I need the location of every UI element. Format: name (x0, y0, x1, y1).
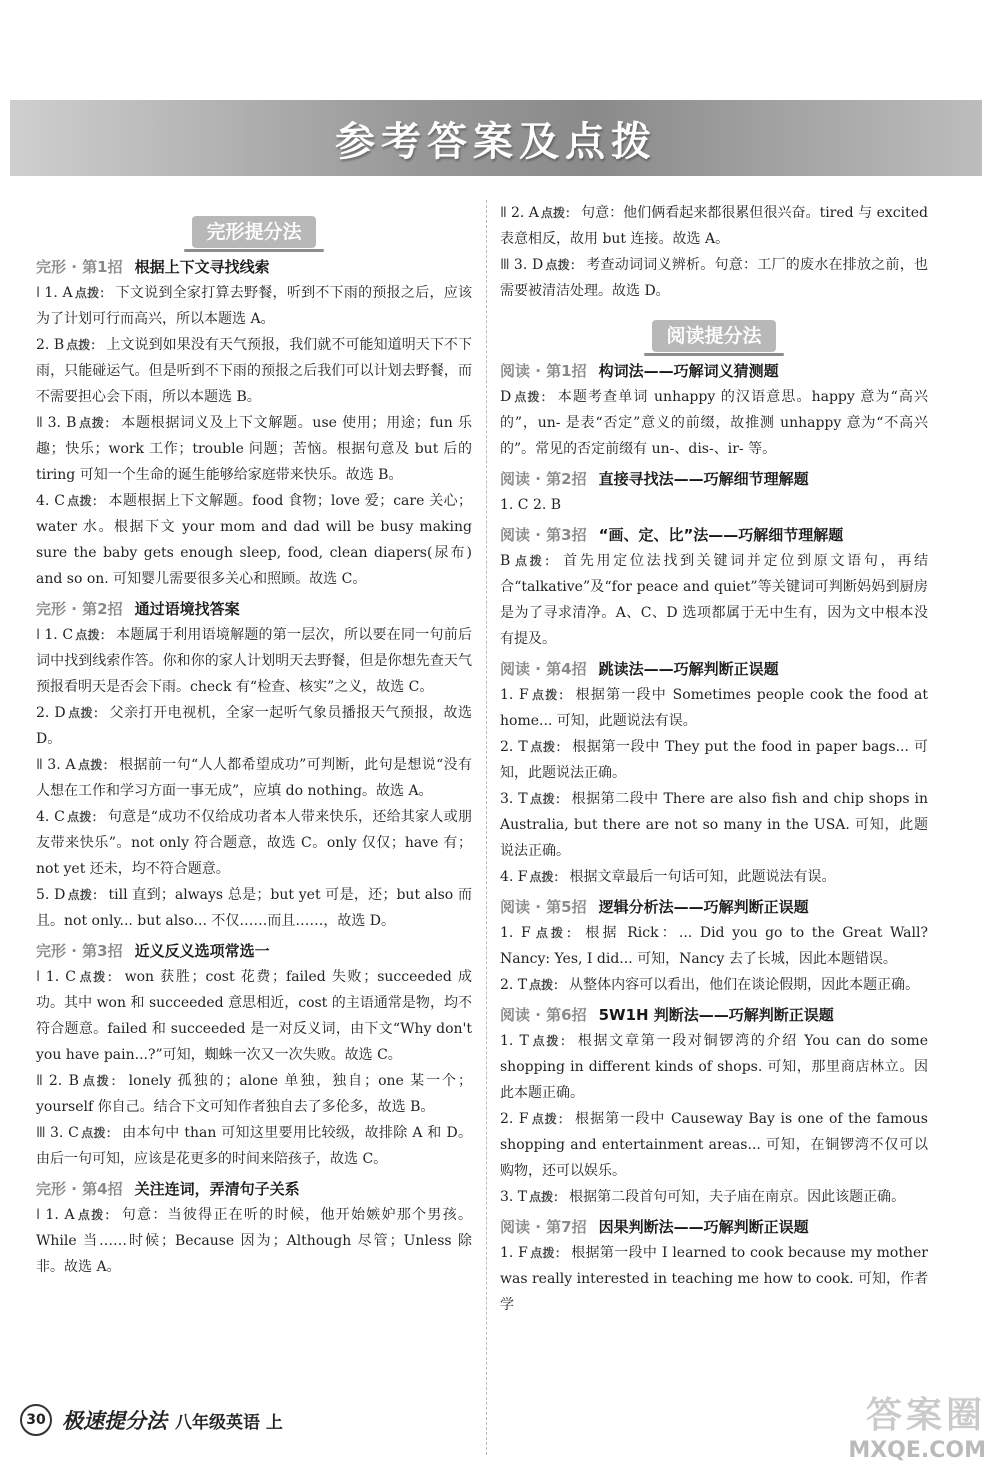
answer-key: 1. C (45, 969, 76, 985)
hint-label: 点拨： (77, 970, 121, 984)
tip-title: 根据上下文寻找线索 (134, 258, 270, 276)
answer-item (36, 410, 472, 488)
explanation-text: 根据第一段中 I learned to cook because my mother was really interested in teaching me how to cook. 可知，作者学 (500, 1245, 928, 1313)
tip-heading (500, 1002, 928, 1028)
hint-label: 点拨： (67, 888, 105, 902)
answer-item (500, 384, 928, 462)
answer-key: 1. F (500, 687, 529, 703)
answer-item (500, 492, 928, 518)
hint-label: 点拨： (540, 206, 578, 220)
difficulty-marker: Ⅱ (500, 205, 507, 221)
book-subtitle: 八年级英语 上 (175, 1412, 283, 1433)
explanation-text: 本题属于利用语境解题的第一层次，所以要在同一句前后词中找到线索作答。你和你的家人计划明天去野餐，但是你想先查天气预报看明天是否会下雨。check 有“检查、核实”之义，故选 C。 (36, 627, 472, 695)
tip-label: 阅读 · 第2招 (500, 470, 587, 488)
explanation-text: 根据第一段中 Causeway Bay is one of the famous shopping and entertainment areas... 可知，在铜锣湾不仅可以购物，还可以娱乐。 (500, 1111, 928, 1179)
explanation-text: 根据第二段中 There are also fish and chip shops in Australia, but there are not so many in the USA. 可知，此题说法正确。 (500, 791, 928, 859)
hint-label: 点拨： (529, 870, 566, 884)
answer-item (36, 488, 472, 592)
answer-key: 1. A (45, 1207, 75, 1223)
explanation-text: lonely 孤独的；alone 单独，独自；one 某一个；yourself 你自己。结合下文可知作者独自去了多伦多，故选 B。 (36, 1073, 472, 1115)
hint-label: 点拨： (75, 628, 113, 642)
tip-title: 5W1H 判断法——巧解判断正误题 (598, 1006, 834, 1024)
explanation-text: 根据第一段中 Sometimes people cook the food at home... 可知，此题说法有误。 (500, 687, 928, 729)
answer-item (36, 752, 472, 804)
page-title: 参考答案及点拨 (335, 118, 657, 165)
tip-heading (500, 894, 928, 920)
hint-label: 点拨： (529, 740, 569, 754)
answer-key: 3. T (500, 791, 528, 807)
tip-label: 完形 · 第1招 (36, 258, 123, 276)
tip-heading (36, 596, 472, 622)
answer-item (500, 1028, 928, 1106)
difficulty-marker: Ⅰ (36, 627, 41, 643)
explanation-text: 句意：当彼得正在听的时候，他开始嫉妒那个男孩。While 当……时候；Because 因为；Although 尽管；Unless 除非。故选 A。 (36, 1207, 472, 1275)
answer-key: B (500, 553, 511, 569)
hint-label: 点拨： (513, 390, 554, 404)
explanation-text: 根据 Rick：... Did you go to the Great Wall? Nancy: Yes, I did... 可知，Nancy 去了长城，因此本题错误。 (500, 925, 928, 967)
explanation-text: won 获胜；cost 花费；failed 失败；succeeded 成功。其中 won 和 succeeded 意思相近，cost 的主语通常是物，均不符合题意。failed 和 succeeded 是一对反义词，由下文“Why don't you have pain...?”可知，蜘蛛一次又一次失败。故选 C。 (36, 969, 472, 1063)
hint-label: 点拨： (529, 792, 568, 806)
answer-key: 2. B (48, 1073, 79, 1089)
answer-key: D (500, 389, 512, 405)
explanation-text: 考查动词词义辨析。句意：工厂的废水在排放之前，也需要被清洁处理。故选 D。 (500, 257, 928, 299)
book-brand: 极速提分法 (62, 1409, 167, 1433)
answer-item (36, 332, 472, 410)
tip-title: 逻辑分析法——巧解判断正误题 (598, 898, 809, 916)
hint-label: 点拨： (529, 1246, 568, 1260)
tip-heading (500, 656, 928, 682)
hint-label: 点拨： (74, 286, 112, 300)
answer-key: 2. T (500, 739, 528, 755)
answer-item (36, 280, 472, 332)
tip-title: 跳读法——巧解判断正误题 (598, 660, 779, 678)
answer-key: 2. F (500, 1111, 529, 1127)
answer-key: 4. C (36, 493, 65, 509)
explanation-text: 由本句中 than 可知这里要用比较级，故排除 A 和 D。由后一句可知，应该是花更多的时间来陪孩子，故选 C。 (36, 1125, 473, 1167)
tip-label: 阅读 · 第3招 (500, 526, 587, 544)
answer-item (36, 1068, 472, 1120)
watermark (848, 1387, 986, 1463)
section-badge: 完形提分法 (192, 216, 315, 248)
difficulty-marker: Ⅲ (500, 257, 510, 273)
tip-label: 完形 · 第3招 (36, 942, 123, 960)
difficulty-marker: Ⅰ (36, 285, 41, 301)
title-banner (10, 100, 982, 176)
hint-label: 点拨： (529, 1190, 566, 1204)
answer-key: 1. A (44, 285, 73, 301)
hint-label: 点拨： (529, 978, 566, 992)
explanation-text: 从整体内容可以看出，他们在谈论假期，因此本题正确。 (569, 977, 920, 993)
hint-label: 点拨： (77, 758, 116, 772)
answer-key: 3. D (513, 257, 544, 273)
right-column (500, 200, 928, 1318)
answer-item (500, 1106, 928, 1184)
answer-item (36, 1202, 472, 1280)
watermark-brand: 答案圈 (865, 1395, 986, 1436)
answer-key: 1. T (500, 1033, 529, 1049)
explanation-text: 本题根据上下文解题。food 食物；love 爱；care 关心；water 水。根据下文 your mom and dad will be busy making sure the baby gets enough sleep, food, clean diapers(尿布) and so on. 可知婴儿需要很多关心和照顾。故选 C。 (36, 493, 472, 587)
explanation-text: 父亲打开电视机，全家一起听气象员播报天气预报，故选 D。 (36, 705, 472, 747)
hint-label: 点拨： (80, 1126, 119, 1140)
tip-label: 阅读 · 第6招 (500, 1006, 587, 1024)
answer-item (36, 804, 472, 882)
answer-key: 2. A (510, 205, 539, 221)
column-divider (486, 200, 487, 1455)
section-badge: 阅读提分法 (652, 320, 775, 352)
answer-item (36, 1120, 472, 1172)
tip-label: 完形 · 第2招 (36, 600, 123, 618)
tip-heading (500, 522, 928, 548)
answer-key: 3. T (500, 1189, 528, 1205)
explanation-text: 本题根据词义及上下文解题。use 使用；用途；fun 乐趣；快乐；work 工作；trouble 问题；苦恼。根据句意及 but 后的 tiring 可知一个生命的诞生能够给家庭带来快乐。故选 B。 (36, 415, 472, 483)
watermark-site: MXQE.COM (848, 1438, 986, 1463)
hint-label: 点拨： (530, 1112, 571, 1126)
answer-key: 1. F (500, 1245, 528, 1261)
tip-heading (36, 938, 472, 964)
tip-heading (36, 254, 472, 280)
page-footer (20, 1405, 283, 1435)
tip-heading (36, 1176, 472, 1202)
tip-title: 通过语境找答案 (134, 600, 240, 618)
explanation-text: 本题考查单词 unhappy 的汉语意思。happy 意为“高兴的”，un- 是表“否定”意义的前缀，故推测 unhappy 意为“不高兴的”。常见的否定前缀有 un-、dis-、ir- 等。 (500, 389, 928, 457)
hint-label: 点拨： (66, 810, 104, 824)
tip-title: 因果判断法——巧解判断正误题 (598, 1218, 809, 1236)
tip-label: 阅读 · 第5招 (500, 898, 587, 916)
answer-item (500, 864, 928, 890)
answer-item (36, 700, 472, 752)
tip-title: “画、定、比”法——巧解细节理解题 (598, 526, 844, 544)
explanation-text: 根据文章最后一句话可知，此题说法有误。 (569, 869, 836, 885)
hint-label: 点拨： (530, 688, 572, 702)
tip-title: 关注连词，弄清句子关系 (134, 1180, 300, 1198)
tip-heading (500, 358, 928, 384)
answer-key: 1. F (500, 925, 531, 941)
answer-item (500, 734, 928, 786)
hint-label: 点拨： (78, 416, 118, 430)
explanation-text: 根据第一段中 They put the food in paper bags... 可知，此题说法正确。 (500, 739, 928, 781)
difficulty-marker: Ⅲ (36, 1125, 46, 1141)
answer-key: 3. A (47, 757, 76, 773)
tip-title: 构词法——巧解词义猜测题 (598, 362, 779, 380)
answer-item (500, 548, 928, 652)
hint-label: 点拨： (545, 258, 583, 272)
answer-item (36, 622, 472, 700)
hint-label: 点拨： (512, 554, 560, 568)
explanation-text: 根据文章第一段对铜锣湾的介绍 You can do some shopping in different kinds of shops. 可知，那里商店林立。因此本题正确。 (500, 1033, 928, 1101)
answer-item (500, 972, 928, 998)
answer-item (500, 200, 928, 252)
explanation-text: 首先用定位法找到关键词并定位到原文语句，再结合“talkative”及“for peace and quiet”等关键词可判断妈妈到厨房是为了寻求清净。A、C、D 选项都属于无中生有，因为文中根本没有提及。 (500, 553, 928, 647)
answer-item (500, 1184, 928, 1210)
hint-label: 点拨： (66, 494, 105, 508)
left-column (36, 200, 472, 1280)
explanation-text: 下文说到全家打算去野餐，听到不下雨的预报之后，应该为了计划可行而高兴，所以本题选 A。 (36, 285, 472, 327)
page-number: 30 (20, 1404, 52, 1436)
explanation-text: 句意：他们俩看起来都很累但很兴奋。tired 与 excited 表意相反，故用 but 连接。故选 A。 (500, 205, 928, 247)
difficulty-marker: Ⅰ (36, 1207, 42, 1223)
tip-heading (500, 1214, 928, 1240)
answer-key: 4. F (500, 869, 528, 885)
answer-item (500, 1240, 928, 1318)
hint-label: 点拨： (67, 706, 106, 720)
answer-item (36, 882, 472, 934)
answer-key: 4. C (36, 809, 65, 825)
answer-key: 2. D (36, 705, 66, 721)
tip-label: 阅读 · 第1招 (500, 362, 587, 380)
difficulty-marker: Ⅱ (36, 415, 44, 431)
answer-key: 2. B (36, 337, 65, 353)
difficulty-marker: Ⅱ (36, 757, 44, 773)
answer-item (500, 920, 928, 972)
answer-key: 3. C (50, 1125, 79, 1141)
answer-item (500, 682, 928, 734)
hint-label: 点拨： (76, 1208, 118, 1222)
tip-heading (500, 466, 928, 492)
tip-title: 直接寻找法——巧解细节理解题 (598, 470, 809, 488)
difficulty-marker: Ⅰ (36, 969, 42, 985)
answer-key: 5. D (36, 887, 66, 903)
tip-title: 近义反义选项常选一 (134, 942, 270, 960)
explanation-text: 根据前一句“人人都希望成功”可判断，此句是想说“没有人想在工作和学习方面一事无成”，应填 do nothing。故选 A。 (36, 757, 472, 799)
tip-label: 阅读 · 第4招 (500, 660, 587, 678)
hint-label: 点拨： (530, 1034, 574, 1048)
answer-item (36, 964, 472, 1068)
answer-key: 2. T (500, 977, 528, 993)
answer-key: 1. C 2. B (500, 497, 562, 513)
explanation-text: till 直到；always 总是；but yet 可是，还；but also 而且。not only... but also... 不仅……而且……，故选 D。 (36, 887, 472, 929)
hint-label: 点拨： (66, 338, 103, 352)
explanation-text: 根据第二段首句可知，夫子庙在南京。因此该题正确。 (569, 1189, 906, 1205)
explanation-text: 上文说到如果没有天气预报，我们就不可能知道明天下不下雨，只能碰运气。但是听到不下雨的预报之后我们可以计划去野餐，而不需要担心会下雨，所以本题选 B。 (36, 337, 472, 405)
explanation-text: 句意是“成功不仅给成功者本人带来快乐，还给其家人或朋友带来快乐”。not only 符合题意，故选 C。only 仅仅；have 有；not yet 还未，均不符合题意。 (36, 809, 472, 877)
answer-key: 1. C (44, 627, 74, 643)
difficulty-marker: Ⅱ (36, 1073, 45, 1089)
answer-item (500, 786, 928, 864)
hint-label: 点拨： (532, 926, 582, 940)
answer-item (500, 252, 928, 304)
tip-label: 阅读 · 第7招 (500, 1218, 587, 1236)
hint-label: 点拨： (80, 1074, 125, 1088)
answer-key: 3. B (47, 415, 77, 431)
tip-label: 完形 · 第4招 (36, 1180, 123, 1198)
